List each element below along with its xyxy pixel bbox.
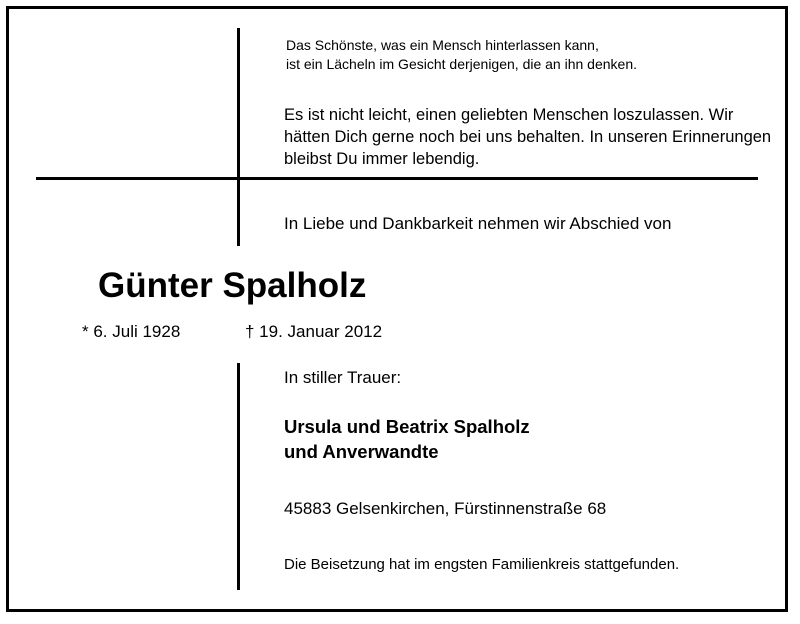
mourners-line-1: Ursula und Beatrix Spalholz [284,416,530,437]
message-line-2: hätten Dich gerne noch bei uns behalten. In unseren Erinnerungen [284,128,772,146]
cross-horizontal-bar [36,177,758,180]
message-line-1: Es ist nicht leicht, einen geliebten Menschen loszulassen. Wir [284,106,734,124]
birth-date: * 6. Juli 1928 [82,322,181,341]
memorial-message [284,104,771,170]
cross-vertical-bar-bottom [237,363,240,590]
mourners-line-2: und Anverwandte [284,441,439,462]
family-address: 45883 Gelsenkirchen, Fürstinnenstraße 68 [284,499,607,518]
funeral-note: Die Beisetzung hat im engsten Familienkreis stattgefunden. [284,556,680,573]
farewell-text: In Liebe und Dankbarkeit nehmen wir Abschied von [284,214,672,233]
death-date: † 19. Januar 2012 [245,322,383,341]
quote-line-1: Das Schönste, was ein Mensch hinterlassen kann, [286,37,599,53]
mourning-intro: In stiller Trauer: [284,368,402,387]
memorial-quote [286,36,637,74]
cross-vertical-bar-top [237,28,240,246]
mourners-names [284,414,530,464]
deceased-name: Günter Spalholz [98,266,367,305]
obituary-frame [6,6,788,612]
quote-line-2: ist ein Lächeln im Gesicht derjenigen, die an ihn denken. [286,56,637,72]
message-line-3: bleibst Du immer lebendig. [284,150,480,168]
